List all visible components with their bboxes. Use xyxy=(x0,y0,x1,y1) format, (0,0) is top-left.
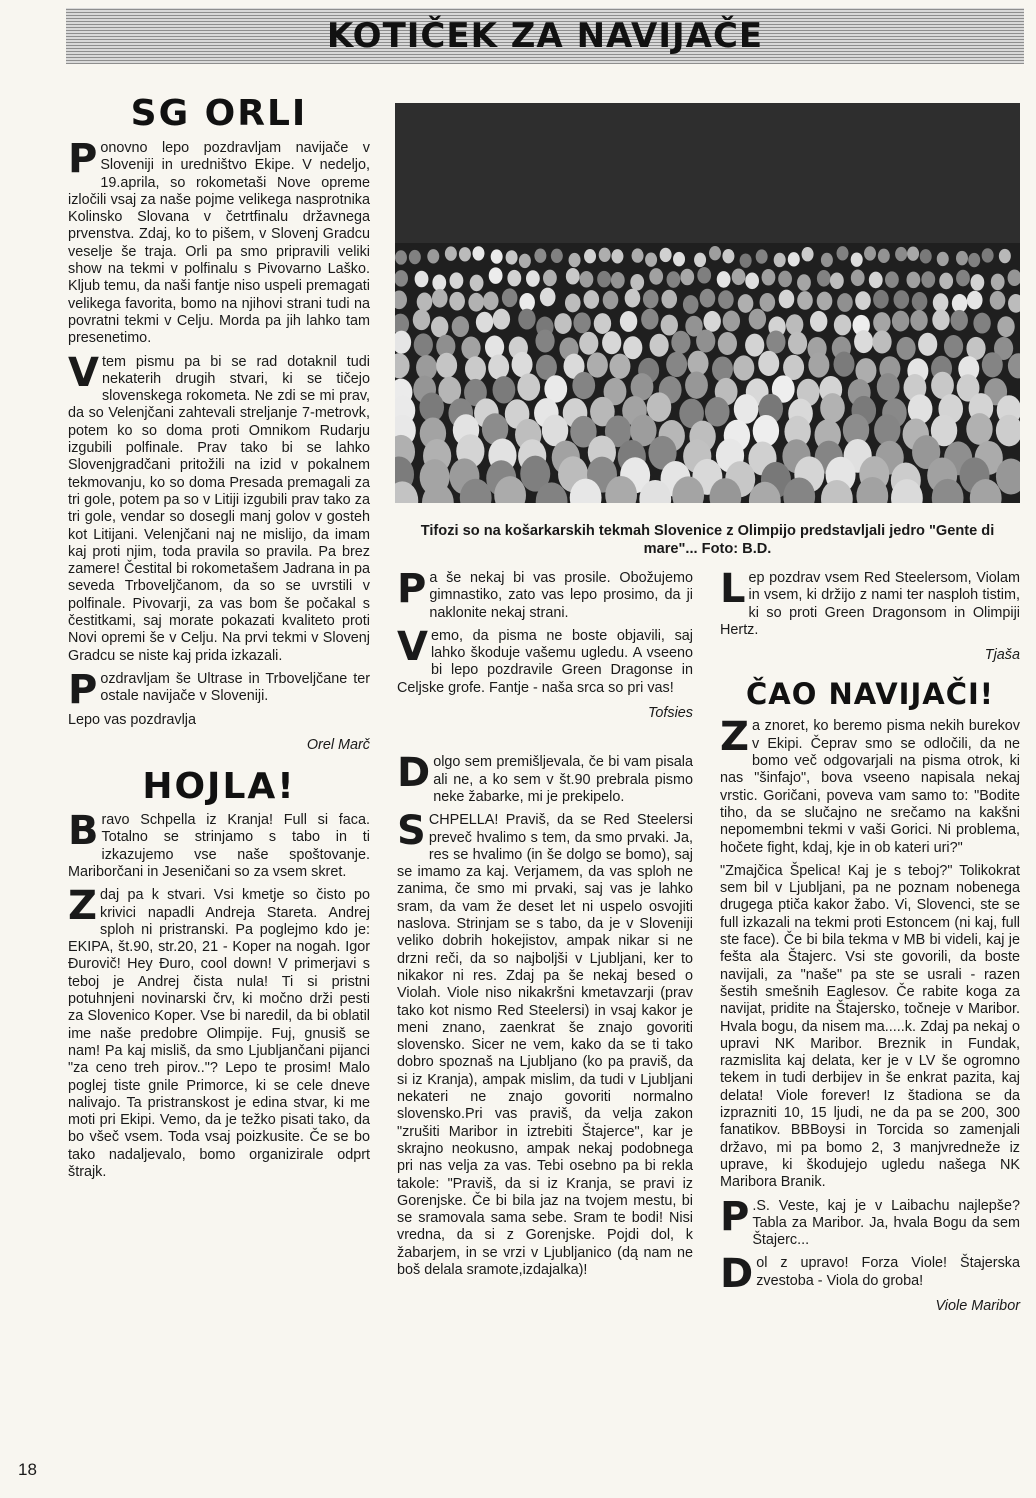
paragraph-text: olgo sem premišljevala, če bi vam pisala ali ne, a ko sem v št.90 prebrala pismo neke žabarke, mi je prekipelo. xyxy=(433,754,693,805)
drop-cap: D xyxy=(720,1251,754,1298)
signature: Viole Maribor xyxy=(935,1297,1020,1314)
drop-cap: P xyxy=(68,136,98,182)
drop-cap: P xyxy=(720,1193,750,1240)
paragraph xyxy=(68,883,370,1181)
paragraph-text: emo, da pisma ne boste objavili, saj lahko škoduje vašemu ugledu. A vseeno bi lepo pozdravile Green Dragonse in Celjske grofe. Fantje - naša srca so pri vas! xyxy=(397,627,693,696)
paragraph xyxy=(68,349,370,665)
signature: Orel Marč xyxy=(306,736,370,753)
paragraph-text: a znoret, ko beremo pisma nekih burekov v Ekipi. Čeprav smo se odločili, da ne bomo več odgovarjali na pisma otrok, ki nas "šinfajo", bova vseeno napisala nekaj vrstic. Goričani, poveva vam samo to: "Bodite tiho, da se slučajno ne srečamo na kakšni nepomembni tekmi v vaši Gorici. Ni problema, hočete fight, kdaj, kje in ob kateri uri?" xyxy=(720,718,1020,856)
paragraph xyxy=(720,1251,1020,1298)
paragraph-text: a še nekaj bi vas prosile. Obožujemo gimnastiko, zato vas lepo prosimo, da ji naklonite nekaj strani. xyxy=(429,570,693,621)
paragraph xyxy=(720,1193,1020,1250)
page-number: 18 xyxy=(18,1460,37,1479)
paragraph-text: ol z upravo! Forza Viole! Štajerska zvestoba - Viola do groba! xyxy=(756,1255,1020,1289)
paragraph xyxy=(68,136,370,348)
paragraph-text: .S. Veste, kaj je v Laibachu najlepše? Tabla za Maribor. Ja, hvala Bogu da sem Štajerc... xyxy=(752,1197,1020,1249)
column-left xyxy=(68,92,370,1187)
column-right xyxy=(720,566,1020,1325)
paragraph xyxy=(720,566,1020,639)
paragraph xyxy=(397,566,693,622)
drop-cap: Z xyxy=(720,714,750,761)
paragraph-text: ozdravljam še Ultrase in Trboveljčane ter ostale navijače v Sloveniji. xyxy=(100,670,370,705)
paragraph: Lepo vas pozdravlja xyxy=(68,711,196,728)
paragraph-text: daj pa k stvari. Vsi kmetje so čisto po krivici napadli Andreja Stareta. Andrej sploh ni pristranski. Pa poglejmo kdo je: EKIPA, št.90, str.20, 21 - Koper na nogah. Igor Đurovič! Hey Đuro, cool down! V primerjavi s teboj je Andrej čista nula! Ti si pristni potuhnjeni novinarski črv, ki močno drži pesti za Slovenico Koper. Vse bi naredil, da bi oblatil ime naše predobre Olimpije. Fuj, gnusiš se nam! Pa kaj misliš, da smo Ljubljančani pijanci "za ceno treh pirov.."? Lepo te prosim! Malo poglej tiste gnile Primorce, ki se cele dneve nalivajo. Ta pristranskost je edina stvar, ki me moti pri Ekipi. Vemo, da je težko pisati tako, da bo všeč vsem. Toda vsaj poizkusite. Če se bo tako nadaljevalo, bomo organizirale odprt štrajk. xyxy=(68,887,370,1181)
paragraph-text: CHPELLA! Praviš, da se Red Steelersi preveč hvalimo s tem, da smo prvaki. Ja, res se hvalimo (in še dolgo se bomo), saj se imamo za kaj. Verjamem, da vas sploh ne zanima, če smo mi prvaki, saj vas je lahko sram, da vam že deset let ni uspelo osvojiti naslova. Strinjam se s tabo, da je v Sloveniji veliko dobrih hokejistov, ampak nikar si ne drzni reči, da so najboljši v Ljubljani, ker to nikakor ni res. Zdaj pa še nekaj besed o Violah. Viole niso nikakršni kmetavzarji (prav tako kot nismo Red Steelersi) in vsaj kakor je meni znano, zaenkrat še znajo govoriti slovensko. Sicer ne vem, kako da se ti tako dobro spoznaš na Ljubljano (ko pa praviš, da si iz Kranja), ampak mislim, da tudi v Ljubljani nekateri ne znajo govoriti normalno slovensko.Pri vas praviš, da velja zakon "zrušiti Maribor in iztrebiti Štajerce", kar je skrajno neokusno, ampak nekaj podobnega pri nas velja za vas. Tebi osebno pa bi rekla takole: "Praviš, da si iz Kranja, se pravi iz Gorenjske. Če bi bila jaz na tvojem mestu, bi se sramovala sama sebe. Sram te bodi! Nisi vredna, da si z Gorenjske. Pojdi dol, k žabarjem, in se vrzi v Ljubljanico (dą nam ne boš delala sramote,izdajalka)! xyxy=(397,812,693,1278)
drop-cap: P xyxy=(397,566,427,612)
paragraph-text: ravo Schpella iz Kranja! Full si faca. Totalno se strinjamo s tabo in ti izkazujemo vse naše spoštovanje. Mariborčani in Jeseničani so za vsem skret. xyxy=(68,812,370,880)
paragraph xyxy=(720,714,1020,856)
paragraph xyxy=(68,808,370,881)
photo-caption: Tifozi so na košarkarskih tekmah Slovenice z Olimpijo predstavljali jedro "Gente di mare"... Foto: B.D. xyxy=(420,523,995,557)
crowd-photo-image xyxy=(395,103,1020,503)
banner-title: KOTIČEK ZA NAVIJAČE xyxy=(326,16,764,56)
paragraph xyxy=(397,808,693,1279)
drop-cap: L xyxy=(720,566,746,612)
drop-cap: Z xyxy=(68,883,98,930)
drop-cap: D xyxy=(397,750,431,797)
drop-cap: S xyxy=(397,808,426,855)
headline-hojla: HOJLA! xyxy=(142,766,296,808)
drop-cap: P xyxy=(68,666,98,713)
column-middle xyxy=(397,566,693,1285)
paragraph-text: onovno lepo pozdravljam navijače v Sloveniji in uredništvo Ekipe. V nedeljo, 19.aprila, so rokometaši Nove opreme izločili vsaj za naše pojme velikega nasprotnika Kolinsko Slovana v četrtfinalu državnega prvenstva. Zdaj, ko to pišem, v Slovenj Gradcu veselje še traja. Orli pa smo pripravili veliki show na tekmi v polfinalu s Pivovarno Laško. Kljub temu, da naši fantje niso uspeli premagati velikega favorita, bomo na njihovi strani tudi na povratni tekmi v Celju. Morda pa jih lahko tam presenetimo. xyxy=(68,140,370,347)
paragraph xyxy=(68,666,370,713)
drop-cap: V xyxy=(397,623,428,670)
crowd-photo xyxy=(395,103,1020,503)
paragraph xyxy=(397,750,693,806)
drop-cap: B xyxy=(68,808,99,855)
paragraph xyxy=(397,623,693,697)
headline-sg-orli: SG ORLI xyxy=(130,93,308,134)
paragraph-text: ep pozdrav vsem Red Steelersom, Violam in vsem, ki držijo z nami ter nasploh tistim, ki so proti Green Dragonsom in Olimpiji Hertz. xyxy=(720,570,1020,638)
signature: Tofsies xyxy=(647,705,693,722)
signature: Tjaša xyxy=(984,647,1020,664)
drop-cap: V xyxy=(68,349,99,396)
paragraph: "Zmajčica Špelica! Kaj je s teboj?" Tolikokrat sem bil v Ljubljani, pa ne poznam nobenega drugega ptiča kakor žabo. Vi, Slovenci, ste se full izkazali na tekmi proti Estoncem (ni kaj, full ste face). Če bi bila tekma v MB bi videli, kaj je fešta ala Štajerc. Vsi ste govorili, da boste navijali, za "naše" pa ste se usrali - razen šestih smešnih Eaglesov. Če rabite koga za navijat, pridite na Štajersko, točneje v Maribor. Hvala bogu, da nisem ma.....k. Zdaj pa nekaj o upravi NK Maribor. Breznik in Fundak, razmislita kaj delata, ker je v LV še ogromno tekem in tudi derbijev in še enkrat pazita, kaj delata! Viole forever! Iz štadiona se da izprazniti 10, 15 ljudi, ne da pa se 200, 300 fanatikov. BBBoysi in Torcida so zamenjali državo, mi pa bomo 2, 3 manjvredneže iz uprave, ki škodujejo ugledu našega NK Maribora Branik. xyxy=(720,862,1020,1191)
paragraph-text: tem pismu pa bi se rad dotaknil tudi nekaterih drugih stvari, ki se tičejo slovenskega rokometa. Ne zdi se mi prav, da so Velenjčani zahtevali streljanje 7-metrovk, potem ko so doma proti Omnikom Rudarju izgubili polfinale. Prav tako bi se lahko Slovenjgradčani pritožili na izid v pokalnem tekmovanju, ko so doma Presada premagali za tri gole, potem pa so v Litiji izgubili prav tako za tri gole, vendar so dosegli manj golov v gosteh kot Litijani. Velenjčani naj ne mislijo, da imam kaj proti njim, toda pravila so pravila. Pa brez zamere! Čestital bi rokometašem Jadrana in pa seveda Trboveljčanom, da so se uvrstili v polfinale. Pivovarji, za vas bom še počakal s čestitkami, saj morate pokazati kvaliteto proti Novi opremi še v Celju. Na prvi tekmi v Slovenj Gradcu se niste kaj prida izkazali. xyxy=(68,353,370,664)
section-banner xyxy=(66,8,1024,64)
headline-cao-navijaci: ČAO NAVIJAČI! xyxy=(746,677,994,712)
